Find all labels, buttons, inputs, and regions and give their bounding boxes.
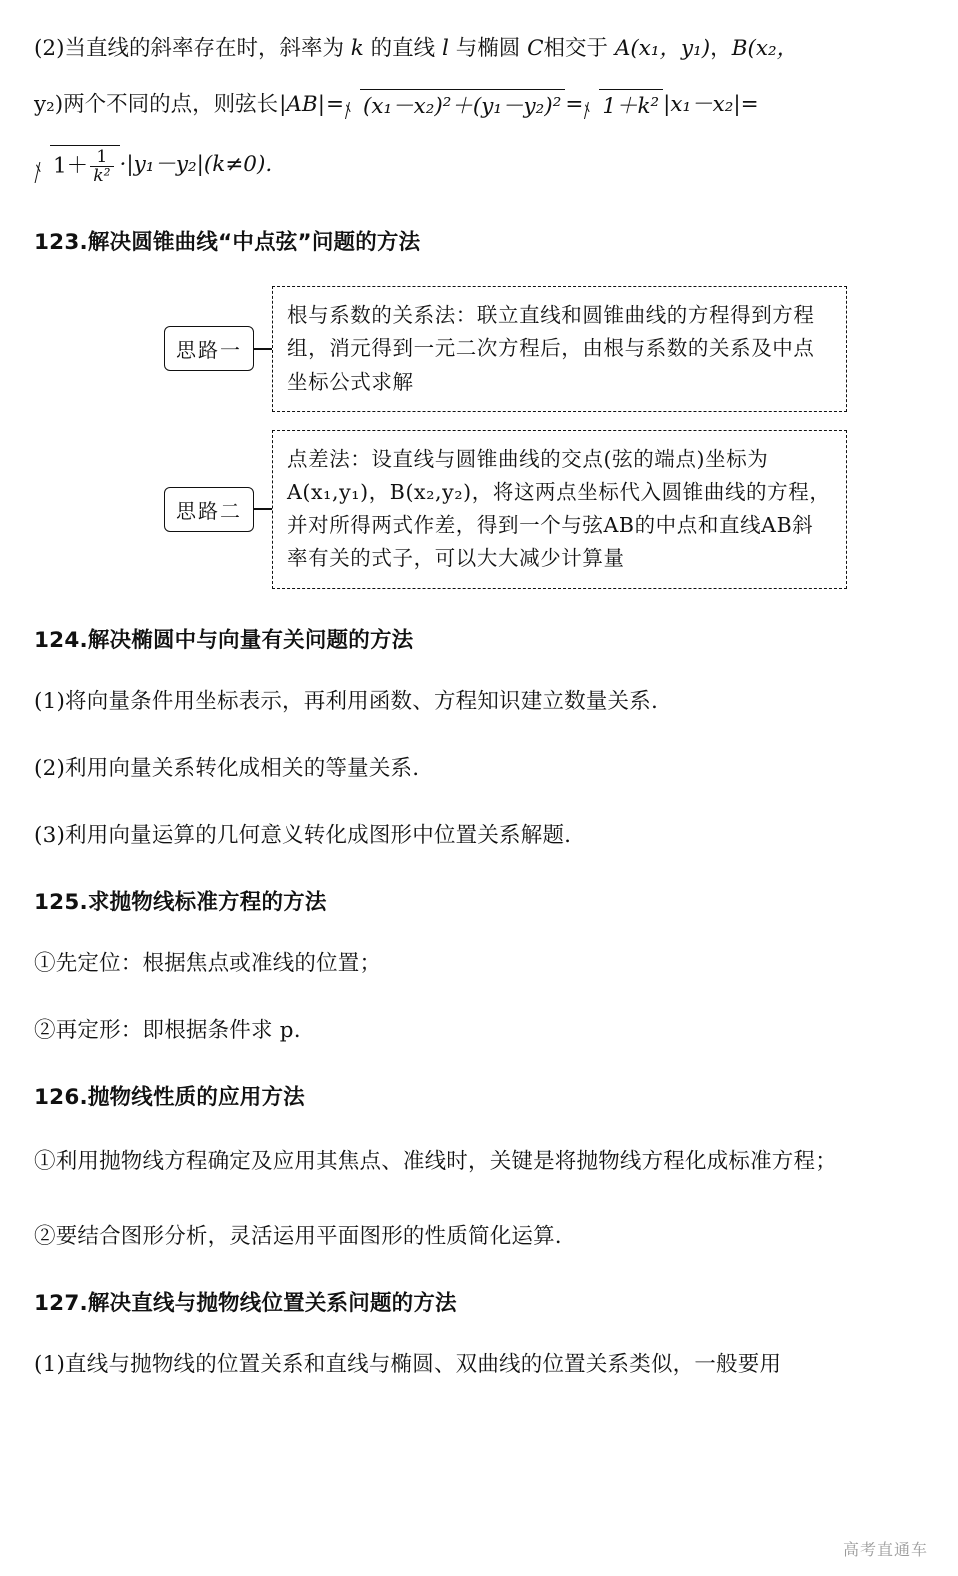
diagram-connector-2	[254, 508, 272, 510]
section-title-126: 抛物线性质的应用方法	[87, 1084, 305, 1110]
section-124-item-3: (3)利用向量运算的几何意义转化成图形中位置关系解题.	[34, 822, 572, 848]
sqrt-3	[34, 145, 120, 185]
section-number-123: 123.	[34, 230, 88, 256]
section-126-item-1: ①利用抛物线方程确定及应用其焦点、准线时，关键是将抛物线方程化成标准方程；	[34, 1148, 837, 1174]
formula-line-1	[34, 34, 912, 63]
equals-2: =	[565, 92, 584, 118]
formula-line-3	[34, 145, 912, 185]
equals-1: =	[325, 92, 344, 118]
section-124-item-1: (1)将向量条件用坐标表示，再利用函数、方程知识建立数量关系.	[34, 688, 658, 714]
abs-x1-minus-x2: |x₁－x₂|	[663, 92, 741, 118]
section-title-127: 解决直线与抛物线位置关系问题的方法	[87, 1290, 457, 1316]
diagram-row-1	[164, 286, 912, 412]
section-number-125: 125.	[34, 889, 88, 915]
fraction-numerator: 1	[96, 147, 108, 168]
section-title-124: 解决椭圆中与向量有关问题的方法	[87, 627, 414, 653]
point-B: B(x₂，	[731, 36, 799, 61]
diagram-text-approach-1: 根与系数的关系法：联立直线和圆锥曲线的方程得到方程组，消元得到一元二次方程后，由根与系数的关系及中点坐标公式求解	[272, 286, 847, 412]
formula-line-3-tail: ·|y₁－y₂|(k≠0).	[119, 152, 273, 178]
equals-3: =	[740, 92, 759, 118]
formula-line-2-prefix: y₂)两个不同的点，则弦长	[34, 92, 279, 118]
sqrt-1	[344, 89, 565, 121]
section-126-item-2: ②要结合图形分析，灵活运用平面图形的性质简化运算.	[34, 1223, 562, 1249]
formula-line-1-prefix: (2)当直线的斜率存在时，斜率为	[34, 36, 351, 61]
section-title-125: 求抛物线标准方程的方法	[87, 889, 327, 915]
section-heading-126	[34, 1080, 912, 1111]
sqrt-2	[583, 89, 663, 121]
section-number-126: 126.	[34, 1084, 88, 1110]
sqrt-1-radicand: (x₁－x₂)²＋(y₁－y₂)²	[360, 89, 565, 121]
formula-block-chord-length	[34, 34, 912, 185]
method-diagram-123	[34, 286, 912, 588]
variable-C: C	[527, 36, 544, 61]
section-125-item-2: ②再定形：即根据条件求 p.	[34, 1017, 301, 1043]
point-A: A(x₁，y₁)	[614, 36, 711, 61]
section-title-123: 解决圆锥曲线“中点弦”问题的方法	[87, 230, 421, 256]
formula-line-1-suffix: 相交于	[543, 36, 615, 61]
variable-k: k	[350, 36, 364, 61]
watermark: 高考直通车	[842, 1540, 928, 1559]
formula-line-1-mid2: 与椭圆	[448, 36, 528, 61]
fraction-denominator: k²	[90, 166, 113, 185]
section-heading-127	[34, 1286, 912, 1317]
section-124-item-2: (2)利用向量关系转化成相关的等量关系.	[34, 755, 420, 781]
formula-line-2	[34, 89, 912, 121]
sqrt-3-prefix: 1＋	[53, 153, 89, 179]
formula-comma: ，	[710, 36, 732, 61]
diagram-text-approach-2: 点差法：设直线与圆锥曲线的交点(弦的端点)坐标为A(x₁,y₁)，B(x₂,y₂)，将这两点坐标代入圆锥曲线的方程，并对所得两式作差，得到一个与弦AB的中点和直线AB斜率有关的式子，可以大大减少计算量	[272, 430, 847, 589]
chord-abs-AB: |AB|	[279, 92, 325, 118]
section-heading-124	[34, 623, 912, 654]
variable-l: l	[442, 36, 449, 61]
diagram-tag-approach-1: 思路一	[164, 326, 254, 371]
section-heading-125	[34, 885, 912, 916]
section-heading-123	[34, 225, 912, 256]
section-127-item-1: (1)直线与抛物线的位置关系和直线与椭圆、双曲线的位置关系类似，一般要用	[34, 1351, 782, 1377]
fraction-one-over-k-squared	[90, 148, 113, 185]
formula-line-1-mid: 的直线	[363, 36, 442, 61]
section-number-127: 127.	[34, 1290, 88, 1316]
diagram-tag-approach-2: 思路二	[164, 487, 254, 532]
sqrt-2-radicand: 1＋k²	[599, 89, 663, 121]
diagram-connector-1	[254, 348, 272, 350]
sqrt-3-radicand	[50, 145, 120, 185]
section-125-item-1: ①先定位：根据焦点或准线的位置；	[34, 950, 382, 976]
diagram-row-2	[164, 430, 912, 589]
section-number-124: 124.	[34, 627, 88, 653]
